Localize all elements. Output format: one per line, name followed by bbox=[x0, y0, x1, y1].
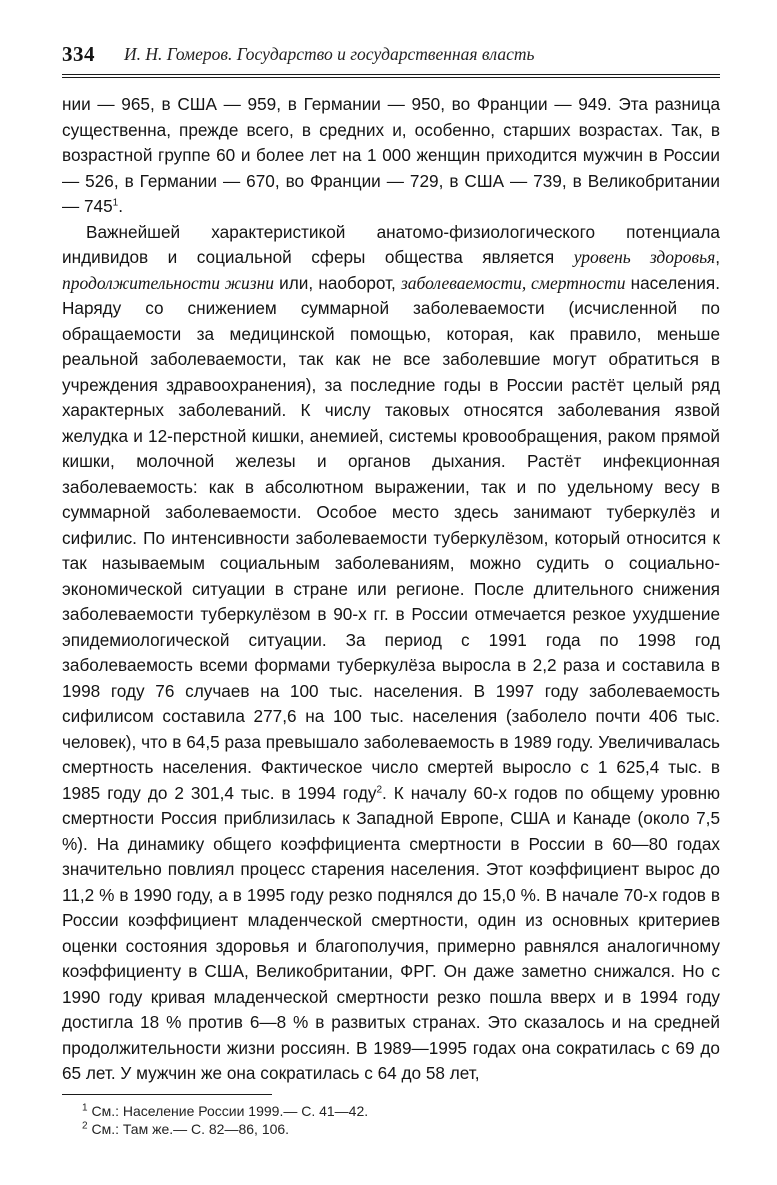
paragraph-1-text: нии — 965, в США — 959, в Германии — 950, во Франции — 949. Эта разница существенна, прежде всего, в средних и, особенно, старших возрастах. Так, в возрастной группе 60 и более лет на 1 000 женщин приходится мужчин в России — 526, в Германии — 670, во Франции — 729, в США — 739, в Великобритании — 745 bbox=[62, 94, 720, 216]
paragraph-2 bbox=[62, 220, 720, 1087]
footnote-2 bbox=[82, 1120, 682, 1138]
footnote-ref-2: 2 bbox=[376, 783, 383, 795]
running-head: И. Н. Гомеров. Государство и государственная власть bbox=[124, 44, 535, 64]
emphasis-life-expectancy: продолжительности жизни bbox=[62, 272, 275, 293]
paragraph-2-text-a: Важнейшей характеристикой анатомо-физиологического потенциала индивидов и социальной сферы общества является bbox=[62, 221, 720, 267]
emphasis-health-level: уровень здоровья bbox=[573, 247, 716, 267]
paragraph-1-end: . bbox=[118, 196, 123, 216]
emphasis-morbidity-mortality: заболеваемости, смертности bbox=[400, 272, 626, 293]
page-number: 334 bbox=[62, 42, 95, 66]
paragraph-2-text-b: , bbox=[715, 247, 720, 267]
paragraph-1 bbox=[62, 92, 720, 220]
page-header bbox=[62, 38, 720, 75]
footnote-mark-1: 1 bbox=[82, 1102, 88, 1114]
paragraph-2-text-d: населения. Наряду со снижением суммарной заболеваемости (исчисленной по обращаемости за медицинской помощью, которая, как правило, меньше реальной заболеваемости, так как не все заболевшие могут обратиться в учреждения здравоохранения), за последние годы в России растёт целый ряд характерных заболеваний. К числу таковых относятся заболевания язвой желудка и 12-перстной кишки, анемией, системы кровообращения, раком прямой кишки, молочной железы и органов дыхания. Растёт инфекционная заболеваемость: как в абсолютном выражении, так и по удельному весу в суммарной заболеваемости. Особое место здесь занимают туберкулёз и сифилис. По интенсивности заболеваемости туберкулёзом, который относится к так называемым социальным заболеваниям, можно судить о социально-экономической ситуации в стране или регионе. После длительного снижения заболеваемости туберкулёзом в 90-х гг. в России отмечается резкое ухудшение эпидемиологической ситуации. За период с 1991 года по 1998 год заболеваемость всеми формами туберкулёза выросла в 2,2 раза и составила в 1998 году 76 случаев на 100 тыс. населения. В 1997 году заболеваемость сифилисом составила 277,6 на 100 тыс. населения (заболело почти 406 тыс. человек), что в 64,5 раза превышало заболеваемость в 1989 году. Увеличивалась смертность населения. Фактическое число смертей выросло с 1 625,4 тыс. в 1985 году до 2 301,4 тыс. в 1994 году bbox=[62, 272, 721, 803]
footnotes bbox=[82, 1102, 682, 1138]
main-text bbox=[62, 92, 720, 1087]
footnote-rule bbox=[62, 1094, 272, 1095]
paragraph-2-text-e: . К началу 60-х годов по общему уровню смертности Россия приблизилась к Западной Европе, США и Канаде (около 7,5 %). На динамику общего коэффициента смертности в России в 60—80 годах значительно повлиял процесс старения населения. Этот коэффициент вырос до 11,2 % в 1990 году, а в 1995 году резко поднялся до 15,0 %. В начале 70-х годов в России коэффициент младенческой смертности, один из основных критериев оценки состояния здоровья и благополучия, примерно равнялся аналогичному коэффициенту в США, Великобритании, ФРГ. Он даже заметно снижался. Но с 1990 году кривая младенческой смертности резко пошла вверх и в 1994 году достигла 18 % против 6—8 % в развитых странах. Это сказалось и на средней продолжительности жизни россиян. В 1989—1995 годах она сократилась с 69 до 65 лет. У мужчин же она сократилась с 64 до 58 лет, bbox=[62, 782, 720, 1083]
footnote-1 bbox=[82, 1102, 682, 1120]
footnote-1-text: См.: Население России 1999.— С. 41—42. bbox=[87, 1103, 369, 1119]
footnote-2-text: См.: Там же.— С. 82—86, 106. bbox=[87, 1121, 290, 1137]
footnote-ref-1: 1 bbox=[112, 197, 119, 209]
paragraph-2-text-c: или, наоборот, bbox=[274, 272, 401, 293]
footnote-mark-2: 2 bbox=[82, 1120, 88, 1132]
header-rule bbox=[62, 77, 720, 78]
